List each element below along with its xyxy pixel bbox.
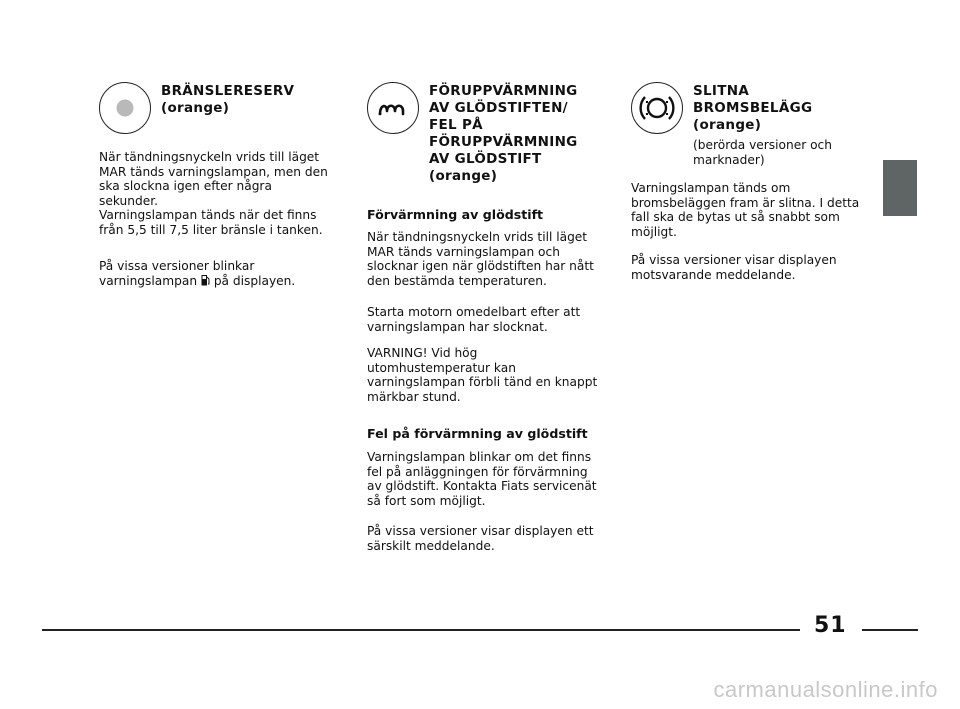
text-line: marknader) <box>693 152 765 167</box>
text-line: utomhustemperatur kan <box>367 360 516 375</box>
heading-line: AV GLÖDSTIFT <box>429 151 542 167</box>
text-line: märkbar stund. <box>367 389 461 404</box>
versions-note <box>693 138 832 167</box>
heading-line: (orange) <box>693 117 762 133</box>
watermark: carmanualsonline.info <box>713 677 938 702</box>
text-line: MAR tänds varningslampan, men den <box>99 164 328 179</box>
footer-rule <box>862 629 918 631</box>
paragraph <box>367 305 580 334</box>
text-line: (berörda versioner och <box>693 138 832 152</box>
text-line: Starta motorn omedelbart efter att <box>367 305 581 319</box>
section-tab-marker <box>883 160 917 216</box>
text-line: slocknar igen när glödstiften har nått <box>367 259 594 273</box>
text-line: fall ska de bytas ut så snabbt som <box>631 210 840 224</box>
fuel-pump-icon <box>201 274 210 286</box>
text-line: från 5,5 till 7,5 liter bränsle i tanken. <box>99 222 323 237</box>
paragraph <box>631 253 837 282</box>
text-line: varningslampan har slocknat. <box>367 319 548 334</box>
text-line: VARNING! Vid hög <box>367 346 478 360</box>
text-line: möjligt. <box>631 224 677 239</box>
footer-rule <box>42 629 800 631</box>
text-line: av glödstift. Kontakta Fiats servicenät <box>367 479 597 493</box>
text-line: På vissa versioner blinkar <box>99 259 255 273</box>
text-line: ska slockna igen efter några <box>99 179 272 193</box>
text-line: När tändningsnyckeln vrids till läget <box>99 150 320 164</box>
text-line: så fort som möjligt. <box>367 493 486 508</box>
paragraph <box>99 259 295 288</box>
text-line: fel på anläggningen för förvärmning <box>367 464 588 479</box>
text-line: Varningslampan tänds när det finns <box>99 208 317 222</box>
subheading: Fel på förvärmning av glödstift <box>367 426 588 441</box>
brake-pad-heading <box>693 83 812 134</box>
brake-pad-wear-icon <box>631 82 683 134</box>
paragraph <box>367 450 597 508</box>
heading-line: SLITNA <box>693 83 750 99</box>
glow-plug-heading <box>429 83 578 185</box>
fuel-reserve-icon <box>99 82 151 134</box>
paragraph <box>367 524 594 553</box>
heading-line: FÖRUPPVÄRMNING <box>429 83 578 99</box>
text-line: varningslampan förbli tänd en knappt <box>367 375 598 389</box>
paragraph <box>99 150 328 237</box>
text-line: motsvarande meddelande. <box>631 267 796 282</box>
text-line: På vissa versioner visar displayen ett <box>367 524 594 538</box>
heading-line: AV GLÖDSTIFTEN/ <box>429 100 568 116</box>
heading-line: (orange) <box>429 168 498 184</box>
paragraph <box>631 181 859 239</box>
page-number: 51 <box>814 613 847 638</box>
text-line: särskilt meddelande. <box>367 538 495 553</box>
fuel-reserve-heading <box>161 83 294 117</box>
text-line: den bestämda temperaturen. <box>367 273 547 288</box>
text-line: bromsbeläggen fram är slitna. I detta <box>631 195 860 210</box>
text-line: på displayen. <box>213 273 296 288</box>
heading-line: FEL PÅ <box>429 117 483 133</box>
heading-line: FÖRUPPVÄRMNING <box>429 134 578 150</box>
heading-line: BROMSBELÄGG <box>693 100 813 116</box>
text-line: När tändningsnyckeln vrids till läget <box>367 230 588 244</box>
text-line: MAR tänds varningslampan och <box>367 244 560 259</box>
heading-line: BRÄNSLERESERV <box>161 83 295 99</box>
heading-line: (orange) <box>161 100 230 116</box>
text-line: sekunder. <box>99 193 158 208</box>
text-line: Varningslampan tänds om <box>631 181 791 195</box>
text-line: På vissa versioner visar displayen <box>631 253 837 267</box>
subheading: Förvärmning av glödstift <box>367 207 544 222</box>
text-line: varningslampan <box>99 273 198 288</box>
glow-plug-icon <box>367 82 419 134</box>
paragraph <box>367 230 594 288</box>
text-line: Varningslampan blinkar om det finns <box>367 450 592 464</box>
paragraph <box>367 346 597 404</box>
